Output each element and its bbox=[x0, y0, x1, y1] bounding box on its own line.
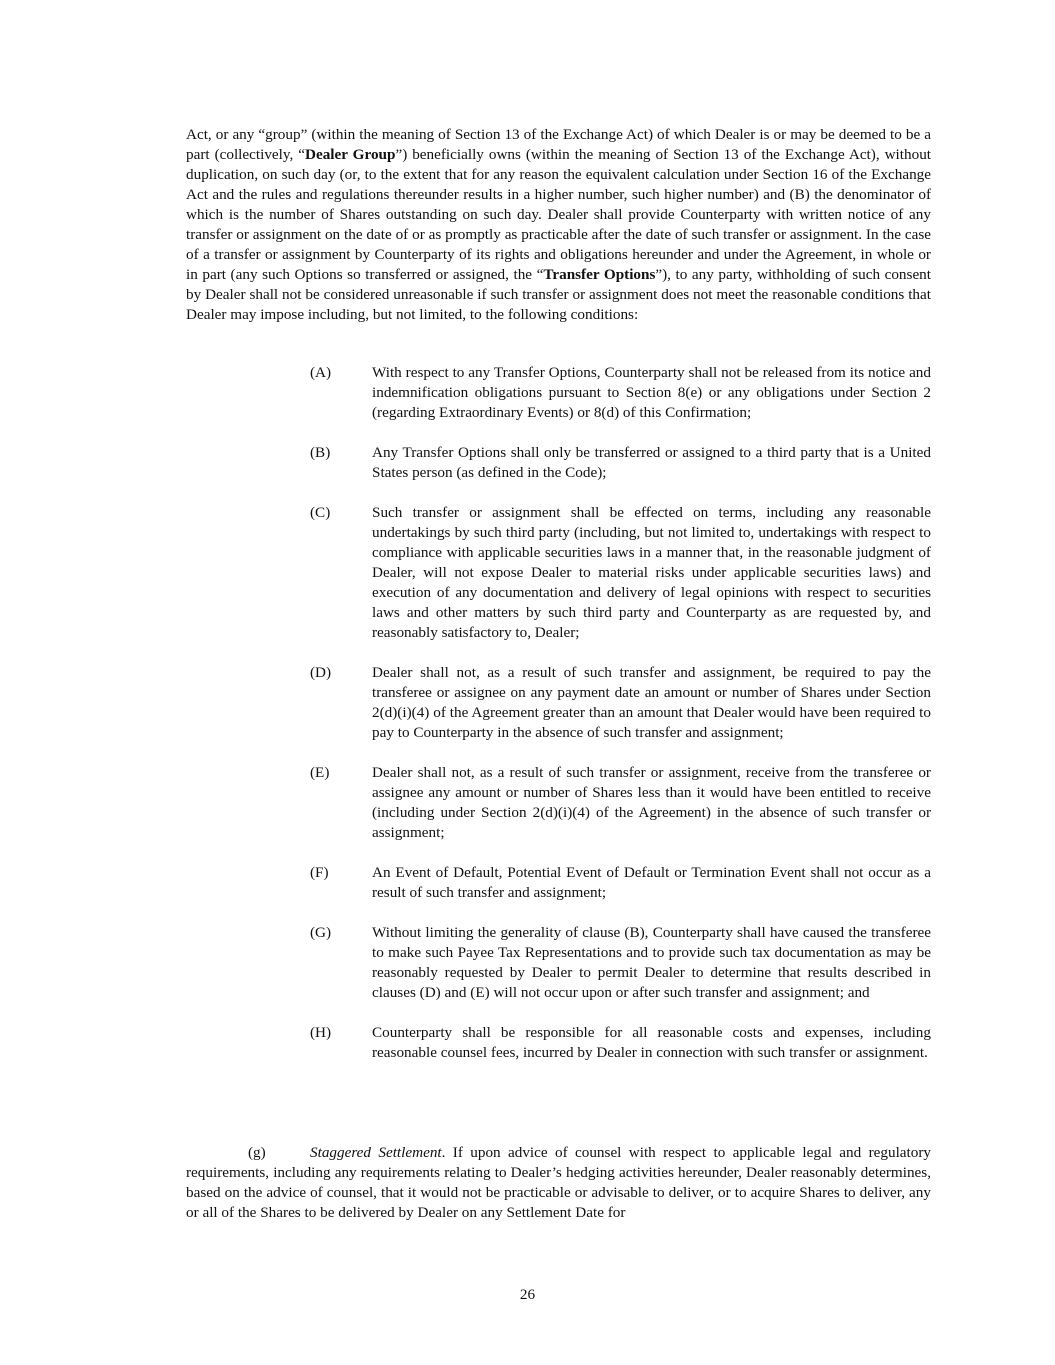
condition-item-f bbox=[310, 863, 931, 903]
condition-label: (C) bbox=[310, 504, 331, 521]
section-g-heading: Staggered Settlement bbox=[310, 1144, 442, 1161]
condition-label: (G) bbox=[310, 924, 332, 941]
condition-text: Dealer shall not, as a result of such transfer and assignment, be required to pay the transferee or assignee on any payment date an amount or number of Shares under Section 2(d)(i)(4) of the Agreement greater than an amount that Dealer would have been required to pay to Counterparty in the absence of such transfer and assignment; bbox=[372, 664, 931, 741]
condition-text: Dealer shall not, as a result of such transfer or assignment, receive from the transferee or assignee any amount or number of Shares less than it would have been entitled to receive (including under Section 2(d)(i)(4) of the Agreement) in the absence of such transfer or assignment; bbox=[372, 764, 931, 841]
condition-label: (E) bbox=[310, 764, 330, 781]
condition-text: Without limiting the generality of clause (B), Counterparty shall have caused the transferee to make such Payee Tax Representations and to provide such tax documentation as may be reasonably requested by Dealer to permit Dealer to determine that results described in clauses (D) and (E) will not occur upon or after such transfer and assignment; and bbox=[372, 924, 931, 1001]
page-number: 26 bbox=[519, 1286, 536, 1303]
condition-label: (F) bbox=[310, 864, 329, 881]
condition-item-h bbox=[310, 1023, 931, 1063]
condition-text: With respect to any Transfer Options, Counterparty shall not be released from its notice and indemnification obligations pursuant to Section 8(e) or any obligations under Section 2 (regarding Extraordinary Events) or 8(d) of this Confirmation; bbox=[372, 364, 931, 421]
condition-text: Such transfer or assignment shall be effected on terms, including any reasonable undertakings by such third party (including, but not limited to, undertakings with respect to compliance with applicable securities laws in a manner that, in the reasonable judgment of Dealer, will not expose Dealer to material risks under applicable securities laws) and execution of any documentation and delivery of legal opinions with respect to securities laws and other matters by such third party and Counterparty as are requested by, and reasonably satisfactory to, Dealer; bbox=[372, 504, 931, 641]
condition-text: An Event of Default, Potential Event of Default or Termination Event shall not occur as a result of such transfer and assignment; bbox=[372, 864, 931, 901]
intro-text-part-1: Act, or any “group” (within the meaning of Section 13 of the Exchange Act) of which Dealer is or may be deemed to be a part (collectively, “ bbox=[186, 126, 931, 163]
condition-item-g bbox=[310, 923, 931, 1003]
section-g-heading-punct: . bbox=[441, 1144, 446, 1161]
condition-label: (B) bbox=[310, 444, 331, 461]
defined-term-dealer-group: Dealer Group bbox=[304, 146, 396, 163]
condition-label: (H) bbox=[310, 1024, 332, 1041]
condition-item-a bbox=[310, 363, 931, 423]
section-g-label: (g) bbox=[248, 1144, 266, 1161]
condition-item-d bbox=[310, 663, 931, 743]
condition-text: Any Transfer Options shall only be transferred or assigned to a third party that is a United States person (as defined in the Code); bbox=[372, 444, 931, 481]
intro-paragraph bbox=[186, 125, 931, 325]
intro-text-part-3: ”), to any party, withholding of such consent by Dealer shall not be considered unreasonable if such transfer or assignment does not meet the reasonable conditions that Dealer may impose including, but not limited, to the following conditions: bbox=[186, 266, 931, 323]
condition-label: (A) bbox=[310, 364, 332, 381]
condition-item-b bbox=[310, 443, 931, 483]
condition-item-e bbox=[310, 763, 931, 843]
intro-text-part-2: ”) beneficially owns (within the meaning of Section 13 of the Exchange Act), without duplication, on such day (or, to the extent that for any reason the equivalent calculation under Section 16 of the Exchange Act and the rules and regulations thereunder results in a higher number, such higher number) and (B) the denominator of which is the number of Shares outstanding on such day. Dealer shall provide Counterparty with written notice of any transfer or assignment on the date of or as promptly as practicable after the date of such transfer or assignment. In the case of a transfer or assignment by Counterparty of its rights and obligations hereunder and under the Agreement, in whole or in part (any such Options so transferred or assigned, the “ bbox=[186, 146, 932, 283]
condition-label: (D) bbox=[310, 664, 332, 681]
condition-text: Counterparty shall be responsible for all reasonable costs and expenses, including reasonable counsel fees, incurred by Dealer in connection with such transfer or assignment. bbox=[372, 1024, 931, 1061]
section-g-paragraph bbox=[186, 1143, 931, 1223]
section-g-text: If upon advice of counsel with respect to applicable legal and regulatory requirements, including any requirements relating to Dealer’s hedging activities hereunder, Dealer reasonably determines, based on the advice of counsel, that it would not be practicable or advisable to deliver, or to acquire Shares to deliver, any or all of the Shares to be delivered by Dealer on any Settlement Date for bbox=[186, 1144, 931, 1221]
conditions-list bbox=[310, 363, 931, 1083]
defined-term-transfer-options: Transfer Options bbox=[543, 266, 656, 283]
condition-item-c bbox=[310, 503, 931, 643]
